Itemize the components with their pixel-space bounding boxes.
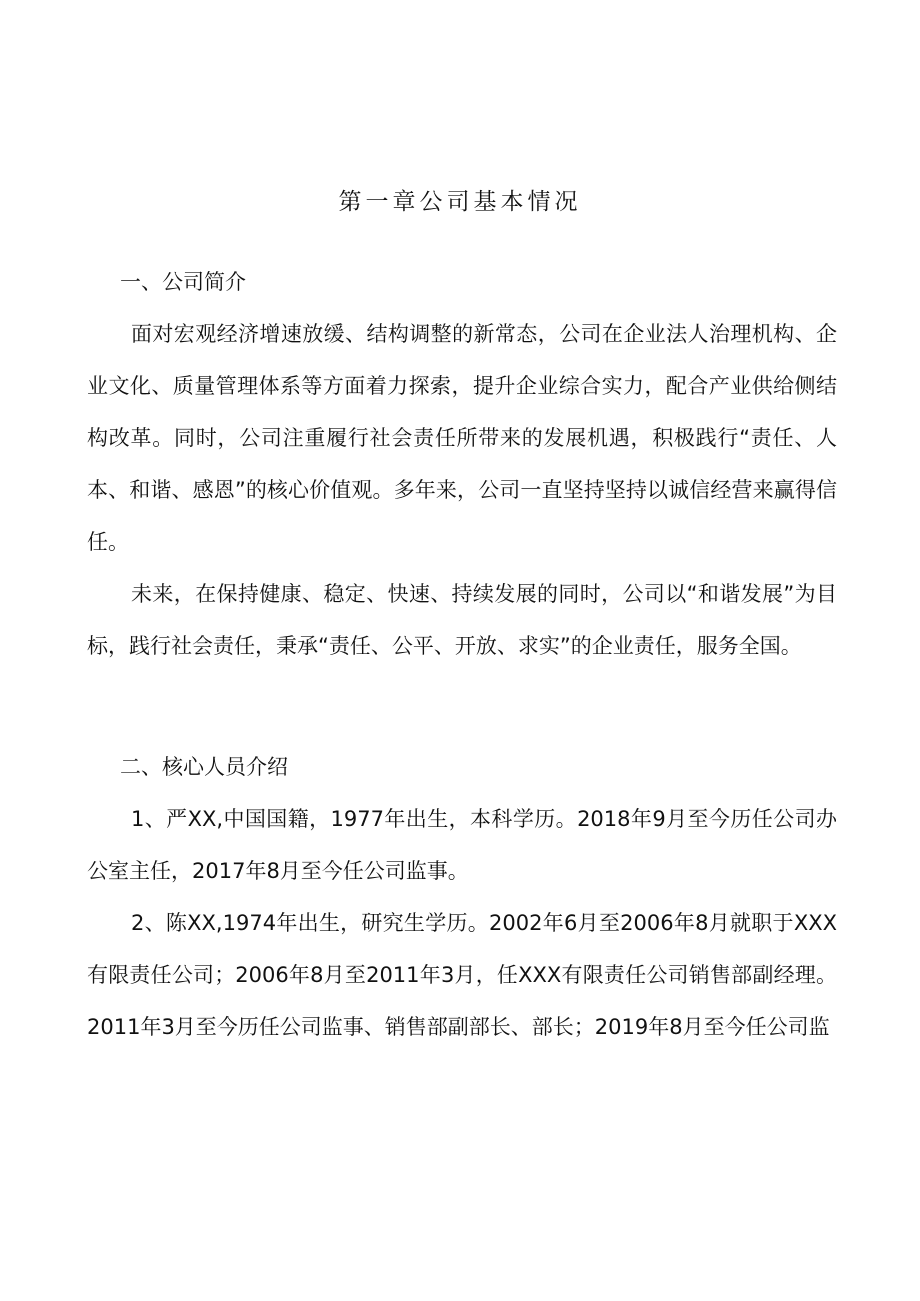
section-heading-company-profile: 一、公司简介 (120, 270, 246, 294)
paragraph-company-profile-2: 未来，在保持健康、稳定、快速、持续发展的同时，公司以“和谐发展”为目标，践行社会责任，秉承“责任、公平、开放、求实”的企业责任，服务全国。 (87, 582, 837, 658)
paragraph-company-profile-1: 面对宏观经济增速放缓、结构调整的新常态，公司在企业法人治理机构、企业文化、质量管理体系等方面着力探索，提升企业综合实力，配合产业供给侧结构改革。同时，公司注重履行社会责任所带来的发展机遇，积极践行“责任、人本、和谐、感恩”的核心价值观。多年来，公司一直坚持坚持以诚信经营来赢得信任。 (87, 322, 837, 554)
paragraph-personnel-2: 2、陈XX,1974年出生，研究生学历。2002年6月至2006年8月就职于XXX有限责任公司；2006年8月至2011年3月，任XXX有限责任公司销售部副经理。2011年3月至今历任公司监事、销售部副部长、部长；2019年8月至今任公司监 (87, 911, 837, 1039)
paragraph-personnel-1: 1、严XX,中国国籍，1977年出生，本科学历。2018年9月至今历任公司办公室主任，2017年8月至今任公司监事。 (87, 807, 837, 883)
chapter-title: 第一章公司基本情况 (338, 189, 582, 215)
section-heading-core-personnel: 二、核心人员介绍 (120, 755, 288, 779)
